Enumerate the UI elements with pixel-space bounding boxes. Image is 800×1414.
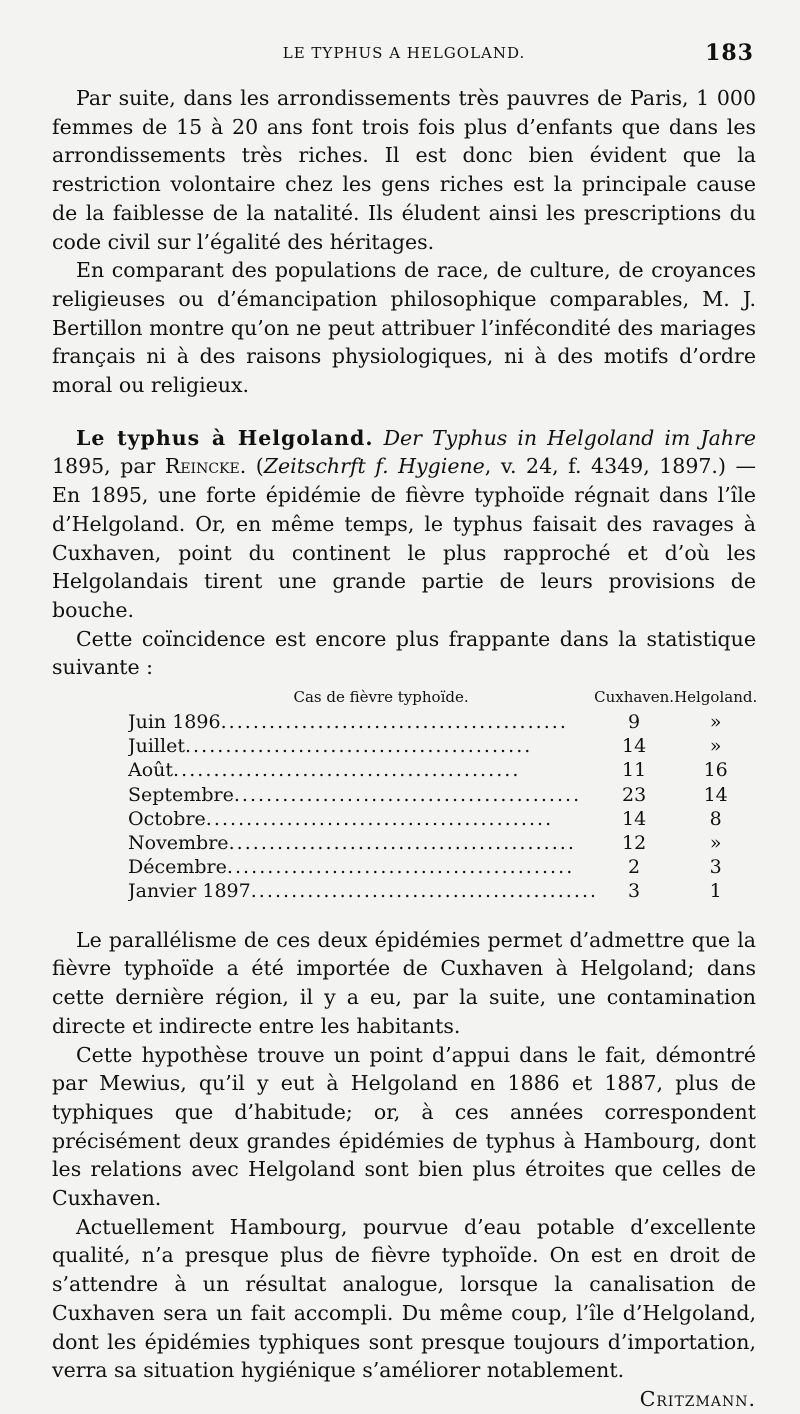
header-month: Cas de fièvre typhoïde. [293,688,469,707]
cuxhaven-cell: 3 [628,880,641,903]
helgoland-cell: 1 [709,880,722,903]
conclusion-text-3: Actuellement Hambourg, pourvue d’eau potable d’excellente qualité, n’a presque plus de fièvre typhoïde. On est en droit de s’attendre à un résultat analogue, lorsque la canalisation de Cuxhaven sera un fait accompli. Du même coup, l’île d’Helgoland, dont les épidémies typhiques sont presque toujours d’importation, verra sa situation hygiénique s’améliorer notablement. [52,1214,756,1383]
journal-paren: ( [255,454,264,479]
helgoland-cell: » [709,735,722,758]
table-header-row [128,682,757,710]
helgoland-cell: » [709,711,722,734]
table-row [128,710,757,734]
article-headword: Le typhus à Helgoland. [76,425,374,450]
helgoland-cell: 3 [709,856,722,879]
month-label: Juin 1896 [128,711,221,734]
cuxhaven-cell: 11 [621,759,647,782]
cuxhaven-cell: 9 [628,711,641,734]
paragraph-bertillon: En comparant des populations de race, de culture, de croyances religieuses ou d’émancipation philosophique comparables, M. J. Bertillon montre qu’on ne peut attribuer l’infécondité des mariages français ni à des raisons physiologiques, ni à des motifs d’ordre moral ou religieux. [52,258,756,398]
helgoland-cell: 8 [709,807,722,830]
month-label: Novembre [128,832,229,855]
month-cell [128,734,594,758]
journal-ref: , v. 24, f. 4349, 1897.) [484,454,726,479]
article-intro [52,424,756,625]
table-row [128,807,757,831]
article-lead-to-table: Cette coïncidence est encore plus frappante dans la statistique suivante : [52,626,756,680]
helgoland-cell: 16 [703,759,728,782]
leader-dots [229,832,572,854]
header-helgoland: Helgoland. [674,688,758,707]
month-cell [128,879,594,903]
author-name: Reincke. [164,454,247,479]
leader-dots [185,735,528,757]
month-cell [128,831,594,855]
signature: Critzmann. [639,1386,756,1411]
conclusion-paragraph-2: Cette hypothèse trouve un point d’appui dans le fait, démontré par Mewius, qu’il y eut à Helgoland en 1886 et 1887, plus de typhiques que d’habitude; or, à ces années correspondent précisément deux grandes épidémies de typhus à Hambourg, dont les relations avec Helgoland sont bien plus étroites que celles de Cuxhaven. [52,1042,756,1211]
cuxhaven-cell: 14 [621,735,647,758]
typhoid-cases-table [128,682,757,904]
paragraph-natalite: Par suite, dans les arrondissements très pauvres de Paris, 1 000 femmes de 15 à 20 ans font trois fois plus d’enfants que dans les arrondissements très riches. Il est donc bien évident que la restriction volontaire chez les gens riches est la principale cause de la faiblesse de la natalité. Ils éludent ainsi les prescriptions du code civil sur l’égalité des héritages. [52,86,756,254]
source-title: Der Typhus in Helgoland im Jahre [383,425,756,450]
table-row [128,831,757,855]
month-label: Août [128,759,174,782]
conclusion-paragraph-1: Le parallélisme de ces deux épidémies permet d’admettre que la fièvre typhoïde a été importée de Cuxhaven à Helgoland; dans cette dernière région, il y a eu, par la suite, une contamination directe et indirecte entre les habitants. [52,927,756,1038]
leader-dots [251,880,594,902]
month-label: Janvier 1897 [128,880,251,903]
cuxhaven-cell: 23 [621,783,647,806]
table-row [128,855,757,879]
month-cell [128,758,594,782]
helgoland-cell: 14 [703,783,728,806]
month-cell [128,855,594,879]
page-number: 183 [705,40,754,66]
table-row [128,758,757,782]
cuxhaven-cell: 14 [621,807,647,830]
article-text: — En 1895, une forte épidémie de fièvre typhoïde régnait dans l’île d’Helgoland. Or, en même temps, le typhus faisait des ravages à Cuxhaven, point du continent le plus rapproché et d’où les Helgolandais tirent une grande partie de leurs provisions de bouche. [52,454,756,622]
conclusion-paragraph-3 [52,1213,756,1411]
month-label: Décembre [128,856,227,879]
helgoland-cell: » [709,832,722,855]
table-row [128,879,757,903]
header-cuxhaven: Cuxhaven. [594,688,675,707]
month-cell [128,710,594,734]
leader-dots [206,808,549,830]
section-gap [52,904,756,926]
leader-dots [221,711,564,733]
cuxhaven-cell: 2 [628,856,641,879]
section-gap [52,400,756,424]
journal-name: Zeitschrft f. Hygiene [263,454,485,479]
table-body [128,710,757,904]
leader-dots [227,856,570,878]
cuxhaven-cell: 12 [621,832,647,855]
leader-dots [234,784,577,806]
source-year: 1895, par [52,454,156,479]
month-cell [128,807,594,831]
running-head-title: LE TYPHUS A HELGOLAND. [282,44,526,62]
month-label: Septembre [128,783,234,806]
month-label: Octobre [128,807,206,830]
running-head [52,38,756,70]
table-row [128,734,757,758]
month-cell [128,783,594,807]
leader-dots [173,759,516,781]
book-page [52,38,756,1414]
table-row [128,783,757,807]
month-label: Juillet [128,735,185,758]
